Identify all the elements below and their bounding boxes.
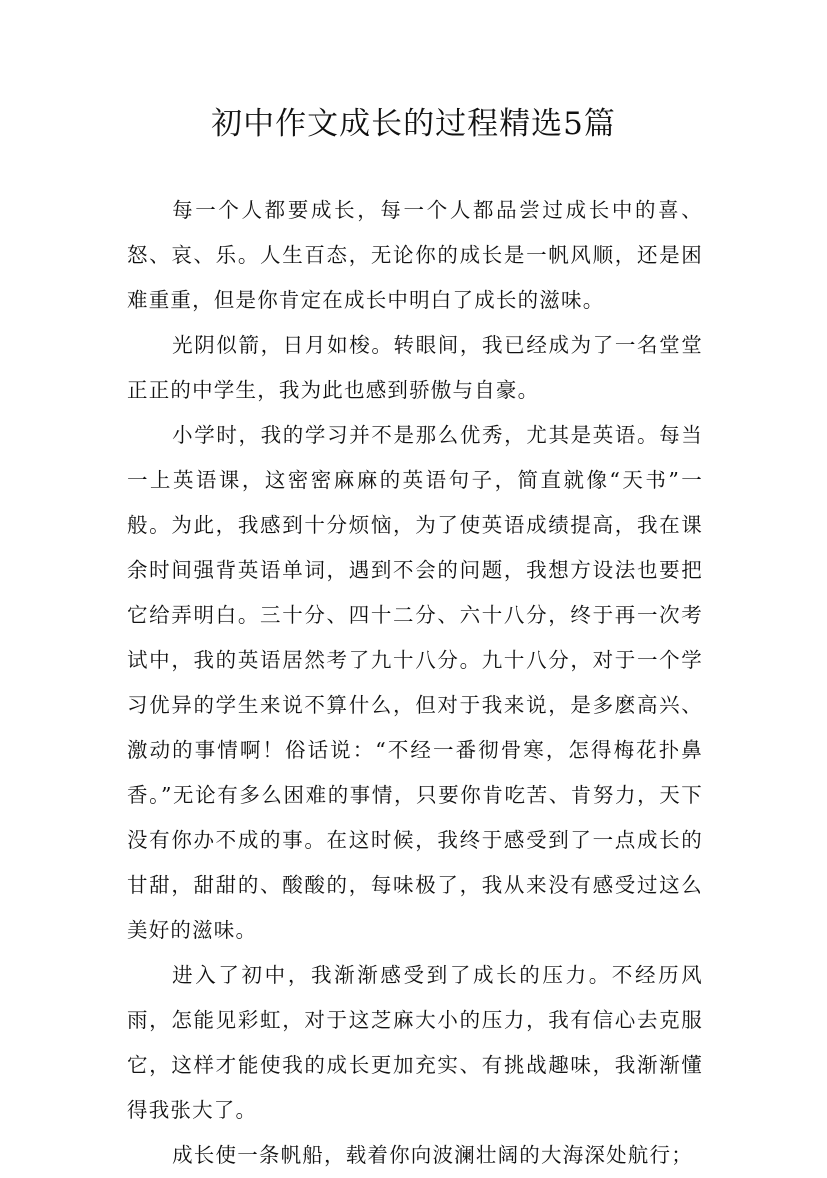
page-title: 初中作文成长的过程精选5篇 [211,106,616,142]
document-body [127,188,703,1178]
paragraph-5: 成长使一条帆船，载着你向波澜壮阔的大海深处航行； [172,1143,693,1167]
paragraph-1: 每一个人都要成长，每一个人都品尝过成长中的喜、怒、哀、乐。人生百态，无论你的成长是一帆风顺，还是困难重重，但是你肯定在成长中明白了成长的滋味。 [127,198,703,312]
paragraph-4: 进入了初中，我渐渐感受到了成长的压力。不经历风雨，怎能见彩虹，对于这芝麻大小的压力，我有信心去克服它，这样才能使我的成长更加充实、有挑战趣味，我渐渐懂得我张大了。 [127,963,703,1122]
paragraph-2: 光阴似箭，日月如梭。转眼间，我已经成为了一名堂堂正正的中学生，我为此也感到骄傲与自豪。 [127,333,703,402]
paragraph-3: 小学时，我的学习并不是那么优秀，尤其是英语。每当一上英语课，这密密麻麻的英语句子，简直就像“天书”一般。为此，我感到十分烦恼，为了使英语成绩提高，我在课余时间强背英语单词，遇到不会的问题，我想方设法也要把它给弄明白。三十分、四十二分、六十八分，终于再一次考试中，我的英语居然考了九十八分。九十八分，对于一个学习优异的学生来说不算什么，但对于我来说，是多麽高兴、激动的事情啊！俗话说：“不经一番彻骨寒，怎得梅花扑鼻香。”无论有多么困难的事情，只要你肯吃苦、肯努力，天下没有你办不成的事。在这时候，我终于感受到了一点成长的甘甜，甜甜的、酸酸的，每味极了，我从来没有感受过这么美好的滋味。 [127,423,703,942]
